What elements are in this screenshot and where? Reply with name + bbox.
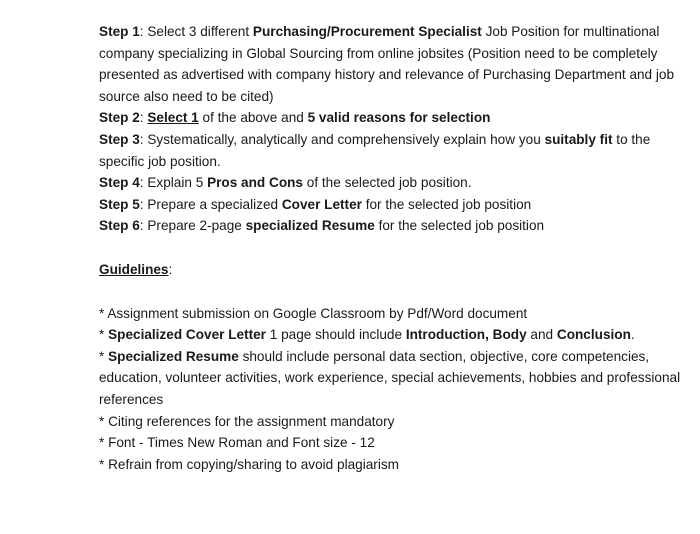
guidelines-heading: Guidelines [99, 261, 169, 277]
text-run: * Assignment submission on Google Classroom by Pdf/Word document [99, 305, 528, 321]
text-run: : Prepare 2-page [139, 218, 246, 234]
text-run: for the selected job position [374, 218, 545, 234]
text-run: : Explain 5 [139, 175, 208, 191]
step-label: Step 2 [99, 110, 140, 126]
guideline-item [99, 454, 684, 476]
bold-text-run: Purchasing/Procurement Specialist [252, 24, 482, 39]
step-label: Step 5 [99, 196, 140, 212]
guidelines-colon: : [168, 261, 173, 277]
text-run: of the above and [198, 110, 308, 126]
step-label: Step 6 [99, 218, 140, 234]
bold-text-run: Introduction, Body [405, 327, 527, 343]
guideline-item [99, 324, 684, 346]
assignment-document [99, 21, 684, 475]
text-run: for the selected job position [361, 196, 532, 212]
bold-text-run: Conclusion [556, 327, 631, 343]
bold-text-run: suitably fit [544, 131, 613, 147]
step-label: Step 4 [99, 175, 140, 191]
text-run: * Refrain from copying/sharing to avoid plagiarism [99, 456, 399, 472]
text-run: of the selected job position. [303, 175, 472, 191]
text-run: should include personal data section, objective, core competencies, education, volunteer activities, work experience, special achievements, hobbies and professional references [99, 348, 681, 407]
step-item [99, 21, 684, 107]
step-item [99, 129, 684, 172]
guidelines-heading-line [99, 259, 684, 281]
text-run: : Systematically, analytically and comprehensively explain how you [139, 131, 545, 147]
step-label: Step 1 [99, 24, 140, 39]
text-run: : [139, 110, 148, 126]
guideline-item [99, 346, 684, 411]
steps-list [99, 21, 684, 237]
bold-text-run: Specialized Cover Letter [108, 327, 266, 343]
step-item [99, 172, 684, 194]
text-run: . [630, 327, 635, 343]
text-run: * [99, 348, 109, 364]
text-run: : Select 3 different [139, 24, 253, 39]
bold-text-run: specialized Resume [245, 218, 375, 234]
spacer [99, 281, 684, 303]
text-run: to the specific job position. [99, 131, 651, 169]
bold-text-run: Pros and Cons [207, 175, 303, 191]
bold-text-run: Cover Letter [281, 196, 362, 212]
step-item [99, 107, 684, 129]
guideline-item [99, 432, 684, 454]
spacer [99, 237, 684, 259]
bold-text-run: Select 1 [147, 110, 199, 126]
bold-text-run: 5 valid reasons for selection [307, 110, 491, 126]
guidelines-list [99, 303, 684, 476]
text-run: * [99, 327, 109, 343]
bold-text-run: Specialized Resume [108, 348, 239, 364]
step-item [99, 215, 684, 237]
text-run: * Font - Times New Roman and Font size - 12 [99, 435, 375, 451]
text-run: Job Position for multinational company specializing in Global Sourcing from online jobsites (Position need to be completely presented as advertised with company history and relevance of Purchasing Department and job source also need to be cited) [99, 24, 675, 104]
step-label: Step 3 [99, 131, 140, 147]
guideline-item [99, 303, 684, 325]
step-item [99, 194, 684, 216]
text-run: : Prepare a specialized [139, 196, 282, 212]
text-run: and [526, 327, 557, 343]
text-run: * Citing references for the assignment mandatory [99, 413, 395, 429]
guideline-item [99, 411, 684, 433]
text-run: 1 page should include [265, 327, 406, 343]
